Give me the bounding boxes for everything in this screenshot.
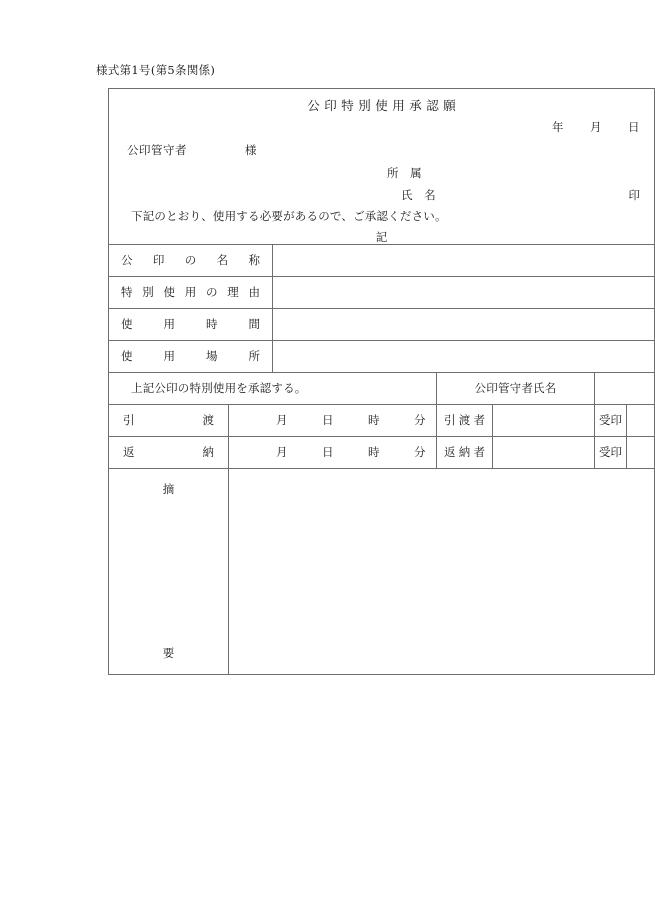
input-remarks[interactable] <box>229 469 655 675</box>
approval-row <box>109 373 655 405</box>
label-remarks <box>109 469 229 675</box>
return-datetime-fields[interactable] <box>229 437 437 469</box>
return-day-label: 日 <box>322 445 334 460</box>
approval-statement: 上記公印の特別使用を承認する。 <box>109 373 437 405</box>
handover-day-label: 日 <box>322 413 334 428</box>
label-handover-seal: 受印 <box>595 405 627 437</box>
input-use-place[interactable] <box>273 341 655 373</box>
table-row <box>109 309 655 341</box>
label-handover: 引渡 <box>109 405 229 437</box>
input-handover-seal[interactable] <box>627 405 655 437</box>
label-use-time: 使用時間 <box>109 309 273 341</box>
applicant-name-label: 氏 名 <box>401 188 440 202</box>
label-remarks-bottom: 要 <box>162 646 175 661</box>
label-handover-person: 引渡者 <box>437 405 493 437</box>
label-return-person: 返納者 <box>437 437 493 469</box>
letter-header-cell <box>109 89 655 245</box>
handover-hour-label: 時 <box>368 413 380 428</box>
return-hour-label: 時 <box>368 445 380 460</box>
letter-header-row <box>109 89 655 245</box>
table-row <box>109 341 655 373</box>
addressee-name: 公印管守者 <box>127 143 187 157</box>
input-keeper-name[interactable] <box>595 373 655 405</box>
request-sentence: 下記のとおり、使用する必要があるので、ご承認ください。 <box>131 209 447 223</box>
day-label: 日 <box>628 120 641 134</box>
applicant-affiliation-label: 所 属 <box>387 166 426 180</box>
label-seal-name: 公印の名称 <box>109 245 273 277</box>
label-remarks-top: 摘 <box>162 482 175 496</box>
return-minute-label: 分 <box>414 445 426 460</box>
label-special-use-reason: 特別使用の理由 <box>109 277 273 309</box>
return-month-label: 月 <box>276 445 288 460</box>
label-return: 返納 <box>109 437 229 469</box>
label-return-seal: 受印 <box>595 437 627 469</box>
year-label: 年 <box>552 120 565 134</box>
table-row <box>109 245 655 277</box>
input-seal-name[interactable] <box>273 245 655 277</box>
ki-marker: 記 <box>375 230 388 244</box>
applicant-name-row <box>401 187 539 204</box>
official-seal-special-use-form <box>108 88 655 675</box>
handover-minute-label: 分 <box>414 413 426 428</box>
addressee-honorific: 様 <box>245 143 257 157</box>
handover-datetime-fields[interactable] <box>229 405 437 437</box>
addressee <box>127 142 257 159</box>
input-special-use-reason[interactable] <box>273 277 655 309</box>
applicant-seal-label: 印 <box>628 188 641 202</box>
table-row <box>109 277 655 309</box>
form-number: 様式第1号(第5条関係) <box>96 63 216 77</box>
input-handover-person[interactable] <box>493 405 595 437</box>
table-row <box>109 405 655 437</box>
table-row <box>109 437 655 469</box>
date-line <box>552 119 640 136</box>
month-label: 月 <box>590 120 603 134</box>
input-return-seal[interactable] <box>627 437 655 469</box>
label-keeper-name: 公印管守者氏名 <box>437 373 595 405</box>
page-title: 公印特別使用承認願 <box>307 98 461 113</box>
remarks-row <box>109 469 655 675</box>
input-use-time[interactable] <box>273 309 655 341</box>
input-return-person[interactable] <box>493 437 595 469</box>
label-use-place: 使用場所 <box>109 341 273 373</box>
handover-month-label: 月 <box>276 413 288 428</box>
